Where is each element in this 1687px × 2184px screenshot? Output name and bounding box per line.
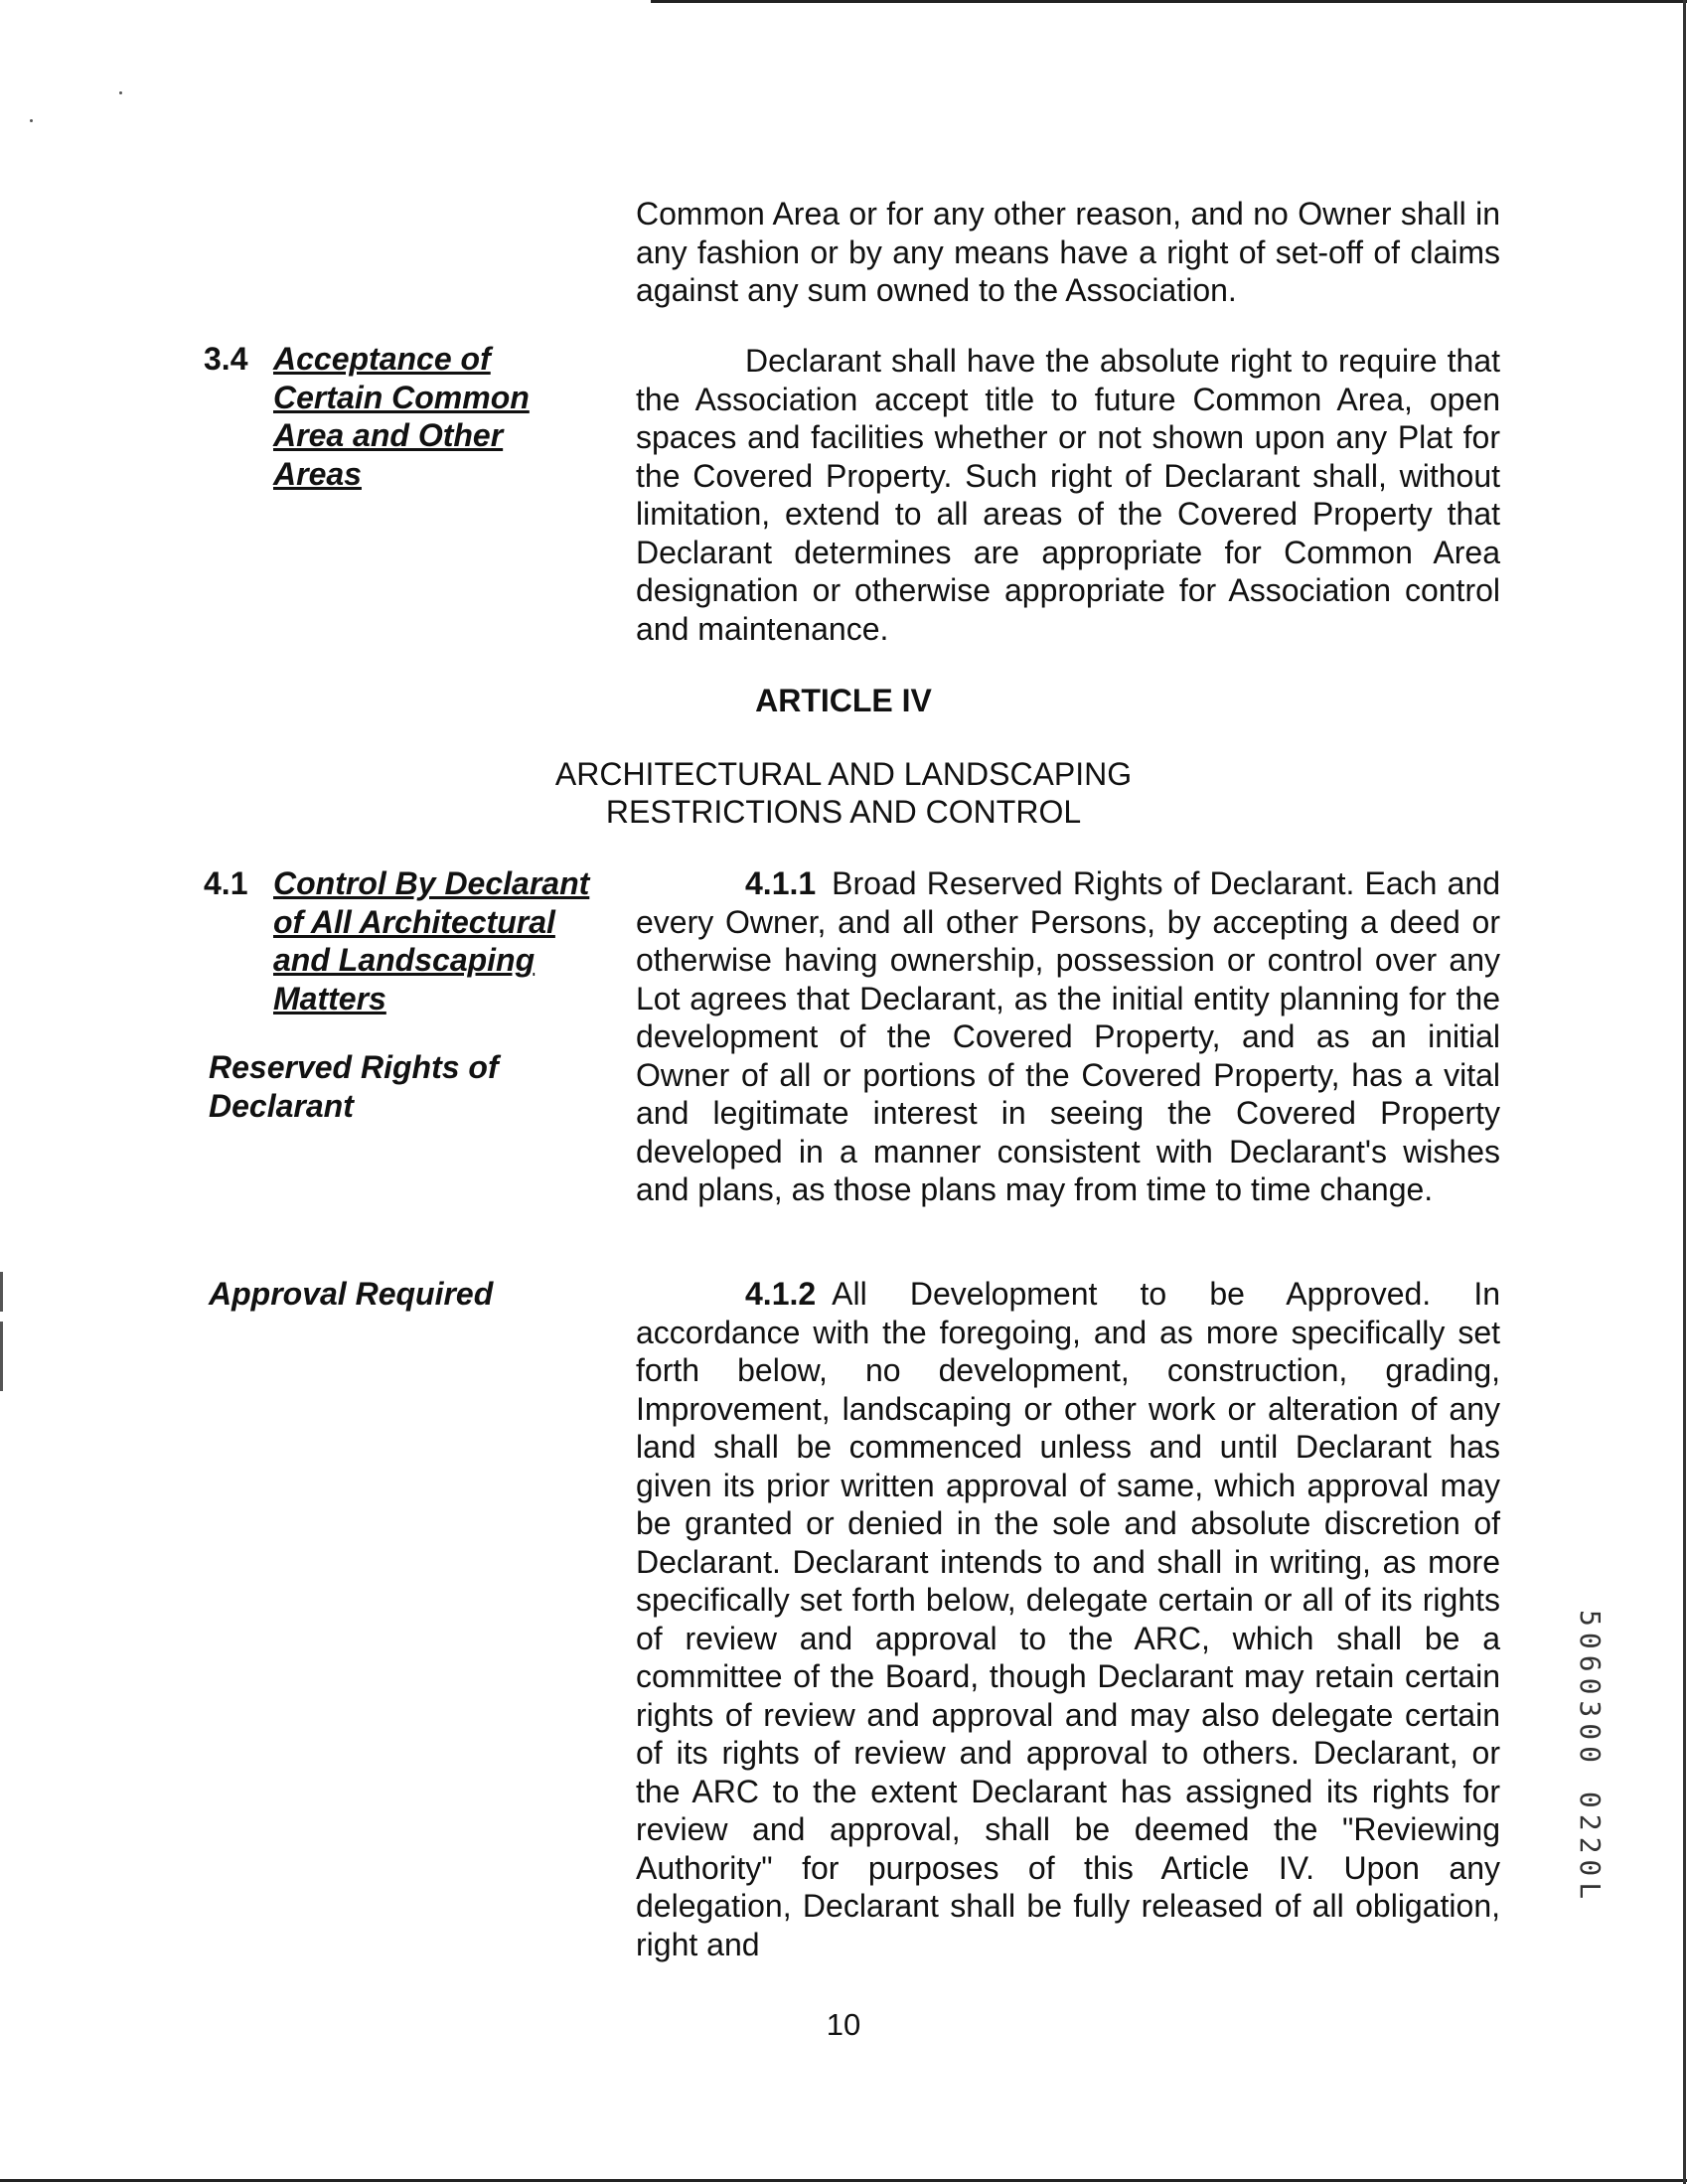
section-title-line: of All Architectural: [273, 903, 555, 940]
top-border-line: [651, 0, 1687, 3]
section-title-line: Certain Common: [273, 379, 530, 415]
section-title-line: Matters: [273, 980, 386, 1016]
section-number: 4.1: [204, 865, 248, 901]
section-title-line: Acceptance of: [273, 341, 491, 377]
section-title-line: Control By Declarant: [273, 865, 590, 901]
bottom-border-line: [0, 2179, 1687, 2182]
side-label-reserved-rights: [209, 1048, 499, 1125]
article-subtitle-line2: RESTRICTIONS AND CONTROL: [605, 794, 1082, 830]
subsection-number: 4.1.2: [745, 1276, 817, 1312]
subsection-4-1-2: [636, 1275, 1500, 1963]
subsection-text: All Development to be Approved. In accordance with the foregoing, and as more specifically set forth below, no development, construction, grading, Improvement, landscaping or other work or alteration of any land shall be commenced unless and until Declarant has given its prior written approval of same, which approval may be granted or denied in the sole and absolute discretion of Declarant. Declarant intends to and shall in writing, as more specifically set forth below, delegate certain or all of its rights of review and approval to the ARC, which shall be a committee of the Board, though Declarant may retain certain rights of review and approval and may also delegate certain of its rights of review and approval to others. Declarant, or the ARC to the extent Declarant has assigned its rights for review and approval, shall be deemed the "Reviewing Authority" for purposes of this Article IV. Upon any delegation, Declarant shall be fully released of all obligation, right and: [636, 1276, 1500, 1962]
scan-speck: [30, 119, 33, 122]
right-border-line: [1683, 0, 1686, 2184]
subsection-number: 4.1.1: [745, 865, 817, 901]
page-number: 10: [826, 2007, 861, 2042]
continuation-paragraph: Common Area or for any other reason, and no Owner shall in any fashion or by any means have a right of set-off of claims against any sum owned to the Association.: [636, 196, 1500, 308]
scan-speck: [119, 91, 122, 94]
left-edge-mark: [0, 1322, 3, 1391]
left-edge-mark: [0, 1272, 3, 1312]
section-3-4-body: Declarant shall have the absolute right to require that the Association accept title to future Common Area, open spaces and facilities whether or not shown upon any Plat for the Covered Property. Such right of Declarant shall, without limitation, extend to all areas of the Covered Property that Declarant determines are appropriate for Common Area designation or otherwise appropriate for Association control and maintenance.: [636, 343, 1500, 647]
subsection-4-1-1: [636, 864, 1500, 1209]
side-label-line: Reserved Rights of: [209, 1049, 499, 1085]
side-label-approval-required: Approval Required: [209, 1276, 494, 1312]
section-number: 3.4: [204, 341, 248, 377]
section-title-line: Area and Other: [273, 417, 504, 453]
section-title-line: Areas: [273, 455, 362, 492]
side-label-line: Declarant: [209, 1087, 354, 1124]
margin-stamp: 5060300 0220L: [1574, 1610, 1607, 1906]
article-subtitle-line1: ARCHITECTURAL AND LANDSCAPING: [554, 756, 1133, 792]
section-title-line: and Landscaping: [273, 942, 536, 978]
article-heading: ARTICLE IV: [755, 683, 932, 718]
subsection-text: Broad Reserved Rights of Declarant. Each and every Owner, and all other Persons, by accepting a deed or otherwise having ownership, possession or control over any Lot agrees that Declarant, as the initial entity planning for the development of the Covered Property, and as an initial Owner of all or portions of the Covered Property, has a vital and legitimate interest in seeing the Covered Property developed in a manner consistent with Declarant's wishes and plans, as those plans may from time to time change.: [636, 865, 1500, 1207]
